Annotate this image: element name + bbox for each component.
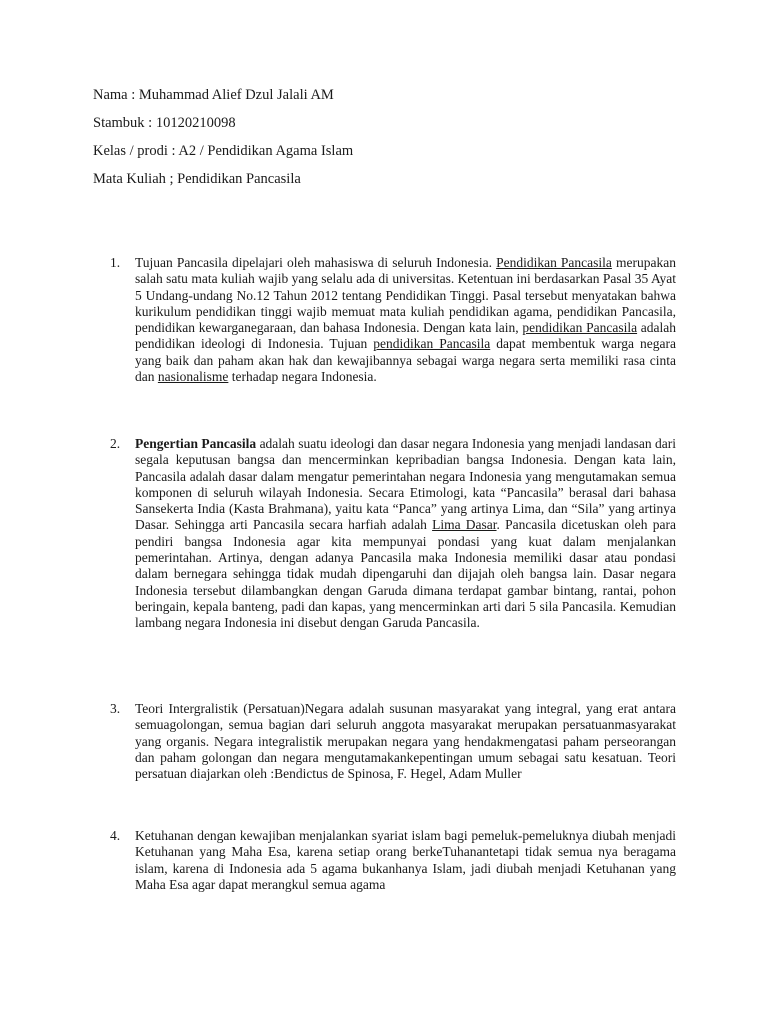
student-info-header [93, 86, 693, 198]
text-run: terhadap negara Indonesia. [228, 369, 377, 385]
item-text [135, 701, 676, 782]
text-run: merupakan salah satu mata kuliah wajib yang selalu ada di universitas. Ketentuan ini berdasarkan Pasal 35 Ayat 5 Undang-undang No.12 Tahun 2012 tentang Pendidikan Tinggi. Pasal tersebut menyatakan bahwa kurikulum pendidikan tinggi wajib memuat mata kuliah pendidikan agama, pendidikan Pancasila, pendidikan kewarganegaraan, dan bahasa Indonesia. Dengan kata lain, [135, 255, 676, 336]
underlined-term: pendidikan Pancasila [373, 336, 491, 352]
list-item [110, 255, 676, 385]
item-number: 4. [110, 828, 121, 843]
text-run: . Pancasila dicetuskan oleh para pendiri bangsa Indonesia agar kita mempunyai pondasi yang kuat dalam menjalankan pemerintahan. Artinya, dengan adanya Pancasila maka Indonesia memiliki dasar atau pondasi dalam bernegara sehingga tidak mudah dipengaruhi dan dijajah oleh bangsa lain. Dasar negara Indonesia tersebut dilambangkan dengan Garuda dimana terdapat gambar bintang, rantai, pohon beringain, kepala banteng, padi dan kapas, yang mencerminkan arti dari 5 sila Pancasila. Kemudian lambang negara Indonesia ini disebut dengan Garuda Pancasila. [135, 517, 676, 631]
course-name: Mata Kuliah ; Pendidikan Pancasila [93, 171, 301, 187]
list-item [110, 436, 676, 632]
bold-term: Pengertian Pancasila [135, 436, 257, 451]
list-item [110, 828, 676, 893]
text-run: Teori Intergralistik (Persatuan)Negara adalah susunan masyarakat yang integral, yang erat antara semuagolongan, semua bagian dari seluruh anggota masyarakat merupakan persatuanmasyarakat yang organis. Negara integralistik merupakan negara yang hendakmengatasi paham perseorangan dan paham golongan dan negara mengutamakankepentingan umum sebagai satu kesatuan. Teori persatuan diajarkan oleh :Bendictus de Spinosa, F. Hegel, Adam Muller [135, 701, 676, 782]
text-run: adalah suatu ideologi dan dasar negara Indonesia yang menjadi landasan dari segala keputusan bangsa dan mencerminkan kepribadian bangsa Indonesia. Dengan kata lain, Pancasila adalah dasar dalam mengatur pemerintahan negara Indonesia yang mengutamakan semua komponen di seluruh wilayah Indonesia. Secara Etimologi, kata “Pancasila” berasal dari bahasa Sansekerta India (Kasta Brahmana), yaitu kata “Panca” yang artinya Lima, dan “Sila” yang artinya Dasar. Sehingga arti Pancasila secara harfiah adalah [135, 436, 676, 533]
student-name: Nama : Muhammad Alief Dzul Jalali AM [93, 87, 334, 103]
list-item [110, 701, 676, 782]
class-program: Kelas / prodi : A2 / Pendidikan Agama Islam [93, 143, 354, 159]
item-number: 3. [110, 701, 121, 716]
item-text [135, 436, 676, 632]
underlined-term: Lima Dasar [432, 517, 497, 533]
underlined-term: pendidikan Pancasila [522, 320, 638, 336]
student-id: Stambuk : 10120210098 [93, 115, 236, 131]
underlined-term: Pendidikan Pancasila [496, 255, 612, 270]
item-text [135, 828, 676, 893]
item-number: 1. [110, 255, 121, 270]
text-run: dapat membentuk warga negara yang baik dan paham akan hak dan kewajibannya sebagai warga negara serta memiliki rasa cinta dan [135, 336, 676, 385]
underlined-term: nasionalisme [157, 369, 229, 385]
text-run: Tujuan Pancasila dipelajari oleh mahasiswa di seluruh Indonesia. [135, 255, 497, 270]
text-run: Ketuhanan dengan kewajiban menjalankan syariat islam bagi pemeluk-pemeluknya diubah menjadi Ketuhanan yang Maha Esa, karena setiap orang berkeTuhanantetapi tidak semua nya beragama islam, karena di Indonesia ada 5 agama bukanhanya Islam, jadi diubah menjadi Ketuhanan yang Maha Esa agar dapat merangkul semua agama [135, 828, 676, 892]
item-text [135, 255, 676, 385]
item-number: 2. [110, 436, 121, 451]
text-run: adalah pendidikan ideologi di Indonesia. Tujuan [135, 320, 677, 352]
